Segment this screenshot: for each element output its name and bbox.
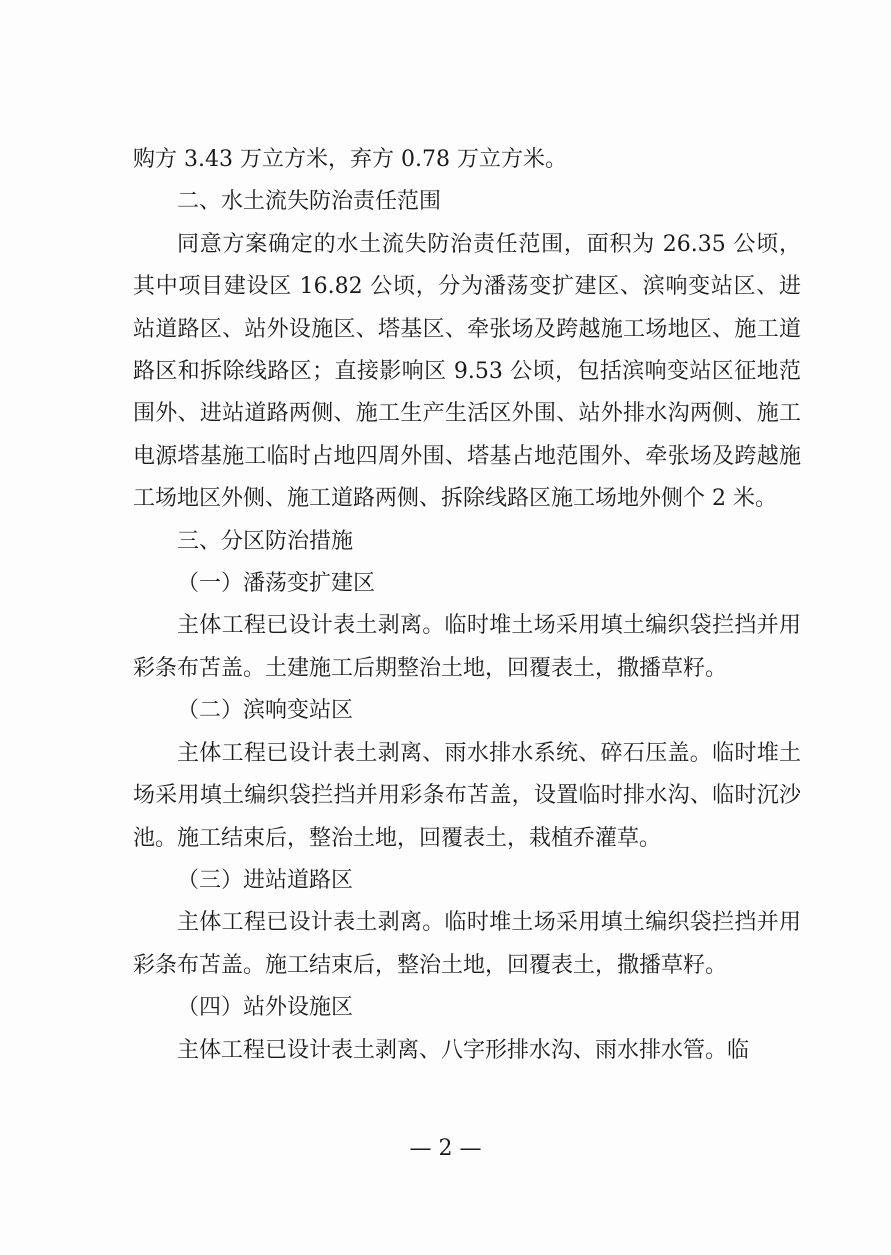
paragraph-offsite-facilities: 主体工程已设计表土剥离、八字形排水沟、雨水排水管。临 xyxy=(177,1037,750,1063)
subheading-access-road: （三）进站道路区 xyxy=(177,867,354,893)
document-body xyxy=(133,139,801,1072)
paragraph-pandang-expansion: 主体工程已设计表土剥离。临时堆土场采用填土编织袋拦挡并用彩条布苫盖。土建施工后期整治土地，回覆表土，撒播草籽。 xyxy=(133,613,801,681)
page-number: — 2 — xyxy=(409,1136,482,1161)
subheading-offsite-facilities: （四）站外设施区 xyxy=(177,995,354,1021)
paragraph-access-road: 主体工程已设计表土剥离。临时堆土场采用填土编织袋拦挡并用彩条布苫盖。施工结束后，整治土地，回覆表土，撒播草籽。 xyxy=(133,910,801,978)
subheading-binxiang-station: （二）滨响变站区 xyxy=(177,698,354,724)
subheading-pandang-expansion: （一）潘荡变扩建区 xyxy=(177,571,376,597)
heading-zone-measures: 三、分区防治措施 xyxy=(177,528,354,554)
paragraph-continuation: 购方 3.43 万立方米，弃方 0.78 万立方米。 xyxy=(133,147,567,172)
paragraph-scope: 同意方案确定的水土流失防治责任范围，面积为 26.35 公顷，其中项目建设区 16.82 公顷，分为潘荡变扩建区、滨响变站区、进站道路区、站外设施区、塔基区、牵张场及跨越施工场地区、施工道路区和拆除线路区；直接影响区 9.53 公顷，包括滨响变站区征地范围外、进站道路两侧、施工生产生活区外围、站外排水沟两侧、施工电源塔基施工临时占地四周外围、塔基占地范围外、牵张场及跨越施工场地区外侧、施工道路两侧、拆除线路区施工场地外侧个 2 米。 xyxy=(133,231,801,512)
heading-responsibility-scope: 二、水土流失防治责任范围 xyxy=(177,189,442,215)
paragraph-binxiang-station: 主体工程已设计表土剥离、雨水排水系统、碎石压盖。临时堆土场采用填土编织袋拦挡并用彩条布苫盖，设置临时排水沟、临时沉沙池。施工结束后，整治土地，回覆表土，栽植乔灌草。 xyxy=(133,740,801,851)
